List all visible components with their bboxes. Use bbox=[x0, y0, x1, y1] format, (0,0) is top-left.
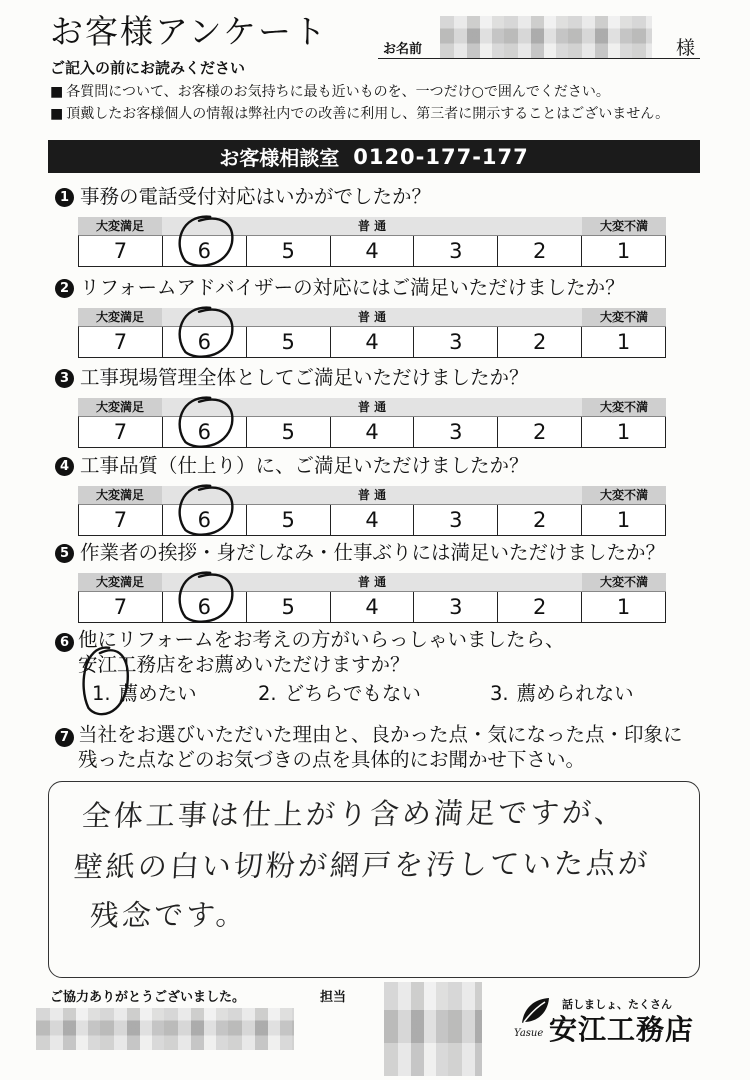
rating-option-1: 1 bbox=[582, 236, 666, 266]
rating-option-7: 7 bbox=[79, 505, 163, 535]
rating-option-2: 2 bbox=[498, 327, 582, 357]
redacted-staff-signature bbox=[384, 982, 482, 1076]
scale-label-very-dissatisfied: 大変不満 bbox=[582, 217, 666, 235]
rating-option-1: 1 bbox=[582, 505, 666, 535]
recommend-option bbox=[490, 682, 634, 706]
rating-option-7: 7 bbox=[79, 592, 163, 622]
question-number-badge: 5 bbox=[55, 544, 74, 563]
scale-label-very-dissatisfied: 大変不満 bbox=[582, 398, 666, 416]
question-text: 工事現場管理全体としてご満足いただけましたか？ bbox=[80, 366, 529, 389]
rating-option-6: 6 bbox=[163, 505, 247, 535]
question-1 bbox=[48, 185, 700, 271]
rating-scale-header bbox=[78, 217, 666, 235]
handwritten-comment-line: 全体工事は仕上がり含め満足ですが、 bbox=[80, 795, 628, 833]
question-text: 事務の電話受付対応はいかがでしたか？ bbox=[80, 185, 432, 208]
rating-scale bbox=[78, 398, 666, 448]
rating-option-5: 5 bbox=[247, 417, 331, 447]
rating-scale-values bbox=[78, 235, 666, 267]
scale-label-very-satisfied: 大変満足 bbox=[78, 573, 162, 591]
rating-scale-values bbox=[78, 504, 666, 536]
customer-honorific: 様 bbox=[676, 37, 696, 59]
scale-label-neutral: 普 通 bbox=[330, 398, 414, 416]
scale-label-very-satisfied: 大変満足 bbox=[78, 398, 162, 416]
rating-option-4: 4 bbox=[331, 236, 415, 266]
scale-label-neutral: 普 通 bbox=[330, 573, 414, 591]
question-5 bbox=[48, 541, 700, 627]
question-number-badge: 7 bbox=[55, 728, 74, 747]
option-label: 薦めたい bbox=[118, 682, 197, 705]
answer-circle-mark bbox=[78, 644, 130, 720]
option-number: 3. bbox=[490, 682, 509, 705]
rating-scale-header bbox=[78, 486, 666, 504]
redacted-customer-info bbox=[36, 1008, 294, 1050]
question-6-text: 他にリフォームをお考えの方がいらっしゃいましたら、 bbox=[78, 628, 565, 651]
rating-scale-values bbox=[78, 326, 666, 358]
contact-label: お客様相談室 bbox=[219, 146, 340, 170]
rating-option-7: 7 bbox=[79, 327, 163, 357]
question-2 bbox=[48, 276, 700, 362]
option-label: 薦められない bbox=[516, 682, 634, 705]
option-label: どちらでもない bbox=[284, 682, 421, 705]
rating-scale-values bbox=[78, 591, 666, 623]
option-number: 2. bbox=[258, 682, 277, 705]
rating-option-6: 6 bbox=[163, 327, 247, 357]
bullet-icon: ■ bbox=[50, 106, 64, 122]
rating-option-5: 5 bbox=[247, 505, 331, 535]
instruction-item bbox=[50, 104, 669, 124]
handwritten-comment-line: 壁紙の白い切粉が網戸を汚していた点が bbox=[72, 845, 652, 885]
rating-option-4: 4 bbox=[331, 327, 415, 357]
brand-name: 安江工務店 bbox=[549, 1013, 695, 1046]
rating-scale-header bbox=[78, 573, 666, 591]
scale-label-neutral: 普 通 bbox=[330, 217, 414, 235]
scale-label-very-dissatisfied: 大変不満 bbox=[582, 308, 666, 326]
rating-option-6: 6 bbox=[163, 236, 247, 266]
scale-label-very-dissatisfied: 大変不満 bbox=[582, 573, 666, 591]
rating-option-2: 2 bbox=[498, 505, 582, 535]
answer-circle-mark bbox=[173, 395, 235, 451]
leaf-logo-icon bbox=[518, 996, 552, 1026]
scale-label-neutral: 普 通 bbox=[330, 486, 414, 504]
scale-label-very-satisfied: 大変満足 bbox=[78, 217, 162, 235]
rating-scale bbox=[78, 217, 666, 267]
rating-option-5: 5 bbox=[247, 236, 331, 266]
thanks-text: ご協力ありがとうございました。 bbox=[50, 990, 246, 1005]
recommend-option bbox=[258, 682, 421, 706]
question-7-text: 当社をお選びいただいた理由と、良かった点・気になった点・印象に bbox=[78, 723, 683, 746]
question-number-badge: 3 bbox=[55, 369, 74, 388]
question-number-badge: 4 bbox=[55, 457, 74, 476]
question-number-badge: 1 bbox=[55, 188, 74, 207]
rating-option-3: 3 bbox=[414, 327, 498, 357]
bullet-icon: ■ bbox=[50, 84, 64, 100]
rating-option-3: 3 bbox=[414, 236, 498, 266]
staff-label: 担当 bbox=[320, 990, 347, 1005]
rating-scale bbox=[78, 308, 666, 358]
question-text: 工事品質（仕上り）に、ご満足いただけましたか？ bbox=[80, 454, 529, 477]
rating-scale bbox=[78, 486, 666, 536]
rating-scale-header bbox=[78, 308, 666, 326]
scale-label-neutral: 普 通 bbox=[330, 308, 414, 326]
rating-option-2: 2 bbox=[498, 592, 582, 622]
rating-option-1: 1 bbox=[582, 592, 666, 622]
rating-option-2: 2 bbox=[498, 236, 582, 266]
rating-scale bbox=[78, 573, 666, 623]
contact-bar bbox=[48, 140, 700, 173]
question-text: 作業者の挨拶・身だしなみ・仕事ぶりには満足いただけましたか？ bbox=[80, 541, 666, 564]
customer-name-underline bbox=[378, 58, 700, 59]
rating-scale-values bbox=[78, 416, 666, 448]
question-number-badge: 6 bbox=[55, 633, 74, 652]
question-3 bbox=[48, 366, 700, 452]
answer-circle-mark bbox=[173, 483, 235, 539]
brand-tagline: 話しましょ、たくさん bbox=[562, 998, 672, 1011]
rating-option-1: 1 bbox=[582, 417, 666, 447]
instruction-text: 各質問について、お客様のお気持ちに最も近いものを、一つだけ○で囲んでください。 bbox=[66, 84, 610, 100]
rating-option-3: 3 bbox=[414, 505, 498, 535]
customer-name-label: お名前 bbox=[383, 42, 423, 57]
rating-option-7: 7 bbox=[79, 236, 163, 266]
answer-circle-mark bbox=[173, 305, 235, 361]
answer-circle-mark bbox=[173, 570, 235, 626]
handwritten-comment-line: 残念です。 bbox=[88, 897, 249, 933]
contact-phone: 0120-177-177 bbox=[353, 144, 529, 169]
instruction-text: 頂戴したお客様個人の情報は弊社内での改善に利用し、第三者に開示することはございません。 bbox=[66, 106, 670, 122]
option-number: 1. bbox=[92, 682, 111, 705]
rating-option-4: 4 bbox=[331, 592, 415, 622]
rating-option-1: 1 bbox=[582, 327, 666, 357]
answer-circle-mark bbox=[173, 214, 235, 270]
rating-option-3: 3 bbox=[414, 592, 498, 622]
rating-option-5: 5 bbox=[247, 327, 331, 357]
rating-scale-header bbox=[78, 398, 666, 416]
rating-option-2: 2 bbox=[498, 417, 582, 447]
form-title: お客様アンケート bbox=[50, 12, 329, 51]
scale-label-very-dissatisfied: 大変不満 bbox=[582, 486, 666, 504]
brand-mark-text: Yasue bbox=[514, 1028, 544, 1039]
question-7-text: 残った点などのお気づきの点を具体的にお聞かせ下さい。 bbox=[78, 748, 586, 771]
rating-option-4: 4 bbox=[331, 417, 415, 447]
scale-label-very-satisfied: 大変満足 bbox=[78, 486, 162, 504]
question-6-text: 安江工務店をお薦めいただけますか？ bbox=[78, 653, 410, 676]
rating-option-7: 7 bbox=[79, 417, 163, 447]
rating-option-6: 6 bbox=[163, 592, 247, 622]
question-text: リフォームアドバイザーの対応にはご満足いただけましたか？ bbox=[80, 276, 625, 299]
instructions-heading: ご記入の前にお読みください bbox=[50, 59, 246, 77]
instruction-item bbox=[50, 82, 610, 102]
rating-option-4: 4 bbox=[331, 505, 415, 535]
rating-option-5: 5 bbox=[247, 592, 331, 622]
scale-label-very-satisfied: 大変満足 bbox=[78, 308, 162, 326]
redacted-customer-name bbox=[440, 16, 652, 58]
question-4 bbox=[48, 454, 700, 540]
rating-option-6: 6 bbox=[163, 417, 247, 447]
rating-option-3: 3 bbox=[414, 417, 498, 447]
question-number-badge: 2 bbox=[55, 279, 74, 298]
